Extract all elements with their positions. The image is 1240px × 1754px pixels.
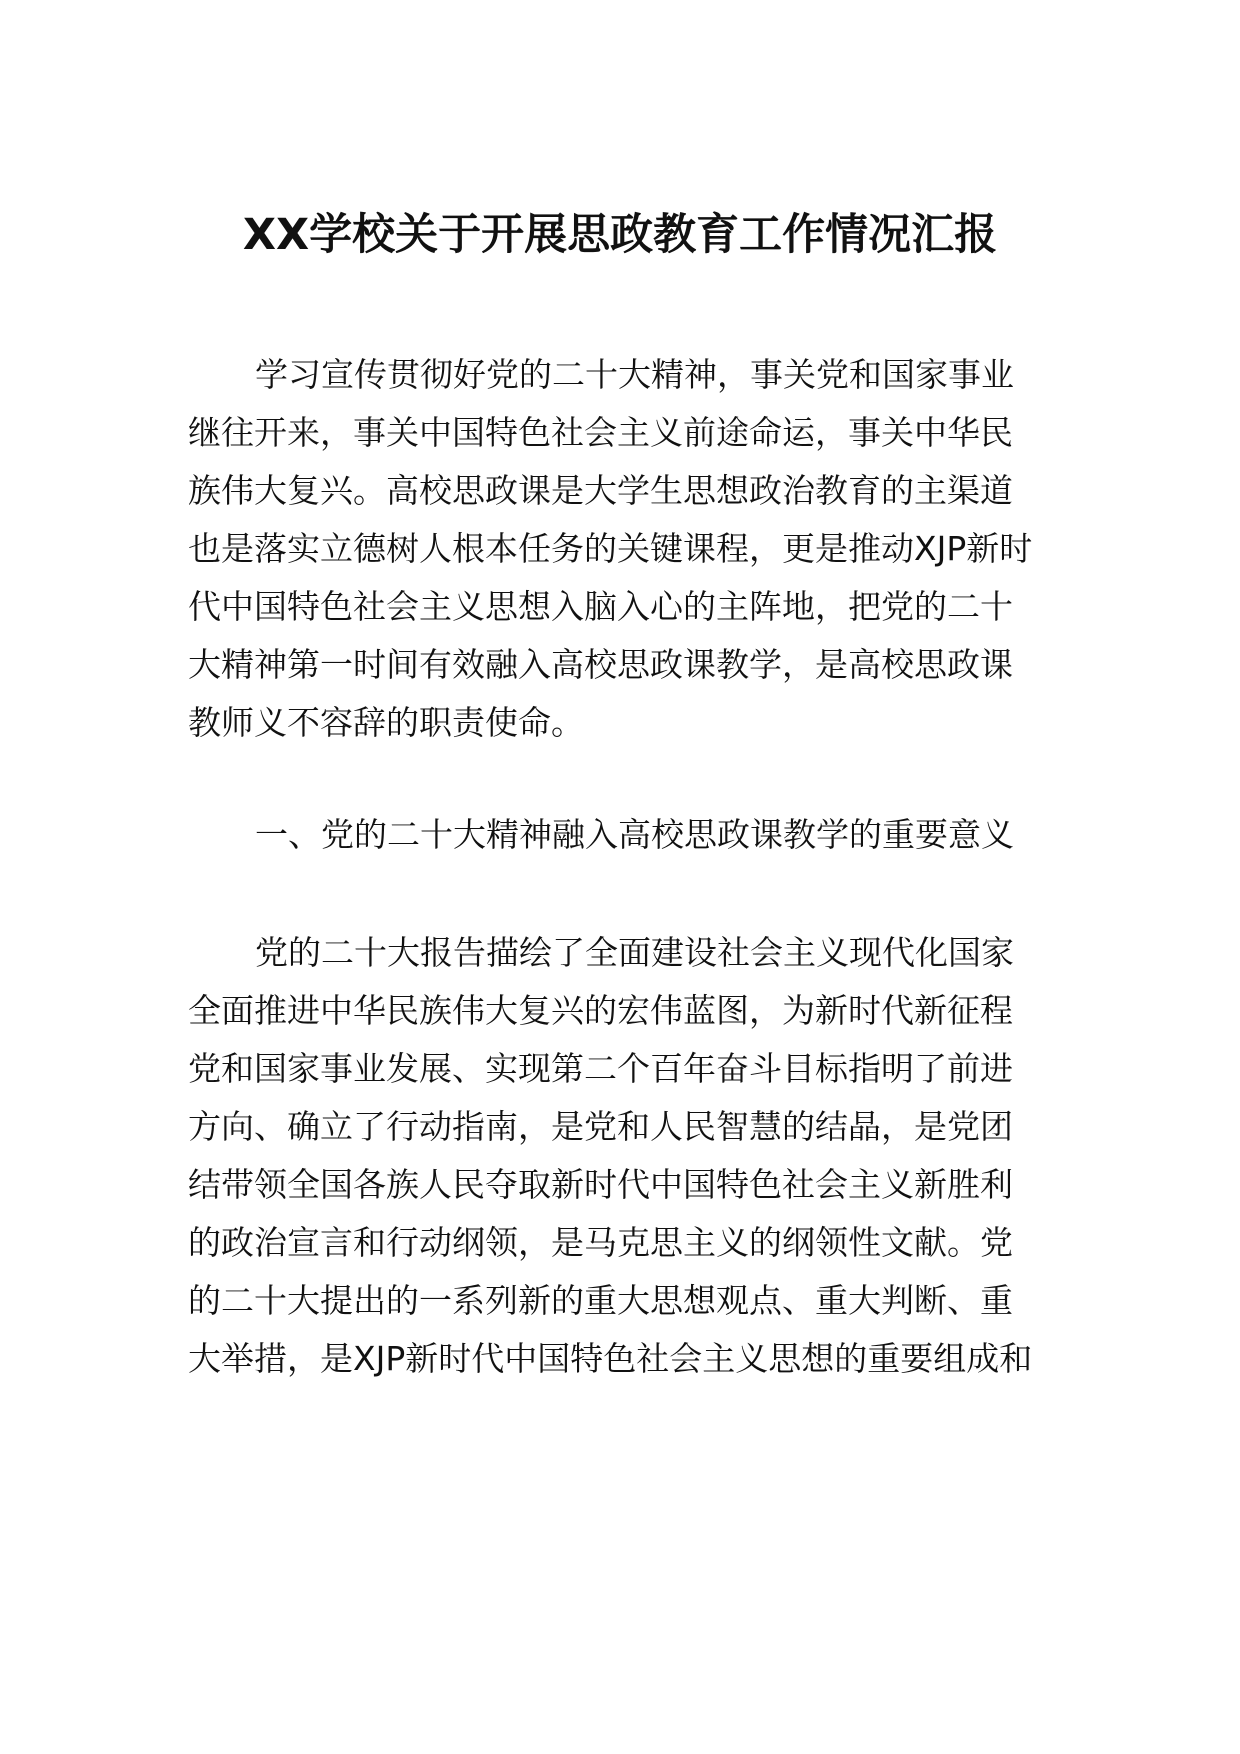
paragraph1-line-7: 教师义不容辞的职责使命。 xyxy=(188,703,584,742)
paragraph2-line-7: 的二十大提出的一系列新的重大思想观点、重大判断、重 xyxy=(188,1281,1013,1320)
paragraph2-line-1: 党的二十大报告描绘了全面建设社会主义现代化国家 xyxy=(255,933,1014,972)
paragraph2-line-5: 结带领全国各族人民夺取新时代中国特色社会主义新胜利 xyxy=(188,1165,1013,1204)
paragraph2-line-6: 的政治宣言和行动纲领，是马克思主义的纲领性文献。党 xyxy=(188,1223,1013,1262)
paragraph2-line-4: 方向、确立了行动指南，是党和人民智慧的结晶，是党团 xyxy=(188,1107,1013,1146)
document-title: XX学校关于开展思政教育工作情况汇报 xyxy=(242,210,998,260)
paragraph1-line-5: 代中国特色社会主义思想入脑入心的主阵地，把党的二十 xyxy=(188,587,1013,626)
paragraph1-line-3: 族伟大复兴。高校思政课是大学生思想政治教育的主渠道 xyxy=(188,471,1013,510)
paragraph1-line-6: 大精神第一时间有效融入高校思政课教学，是高校思政课 xyxy=(188,645,1013,684)
paragraph2-line-2: 全面推进中华民族伟大复兴的宏伟蓝图，为新时代新征程 xyxy=(188,991,1013,1030)
paragraph1-line-2: 继往开来，事关中国特色社会主义前途命运，事关中华民 xyxy=(188,413,1013,452)
section-heading-1: 一、党的二十大精神融入高校思政课教学的重要意义 xyxy=(255,815,1014,854)
paragraph2-line-3: 党和国家事业发展、实现第二个百年奋斗目标指明了前进 xyxy=(188,1049,1013,1088)
paragraph1-line-4: 也是落实立德树人根本任务的关键课程，更是推动XJP新时 xyxy=(188,529,1033,568)
paragraph1-line-1: 学习宣传贯彻好党的二十大精神，事关党和国家事业 xyxy=(255,355,1014,394)
paragraph2-line-8: 大举措，是XJP新时代中国特色社会主义思想的重要组成和 xyxy=(188,1339,1033,1378)
